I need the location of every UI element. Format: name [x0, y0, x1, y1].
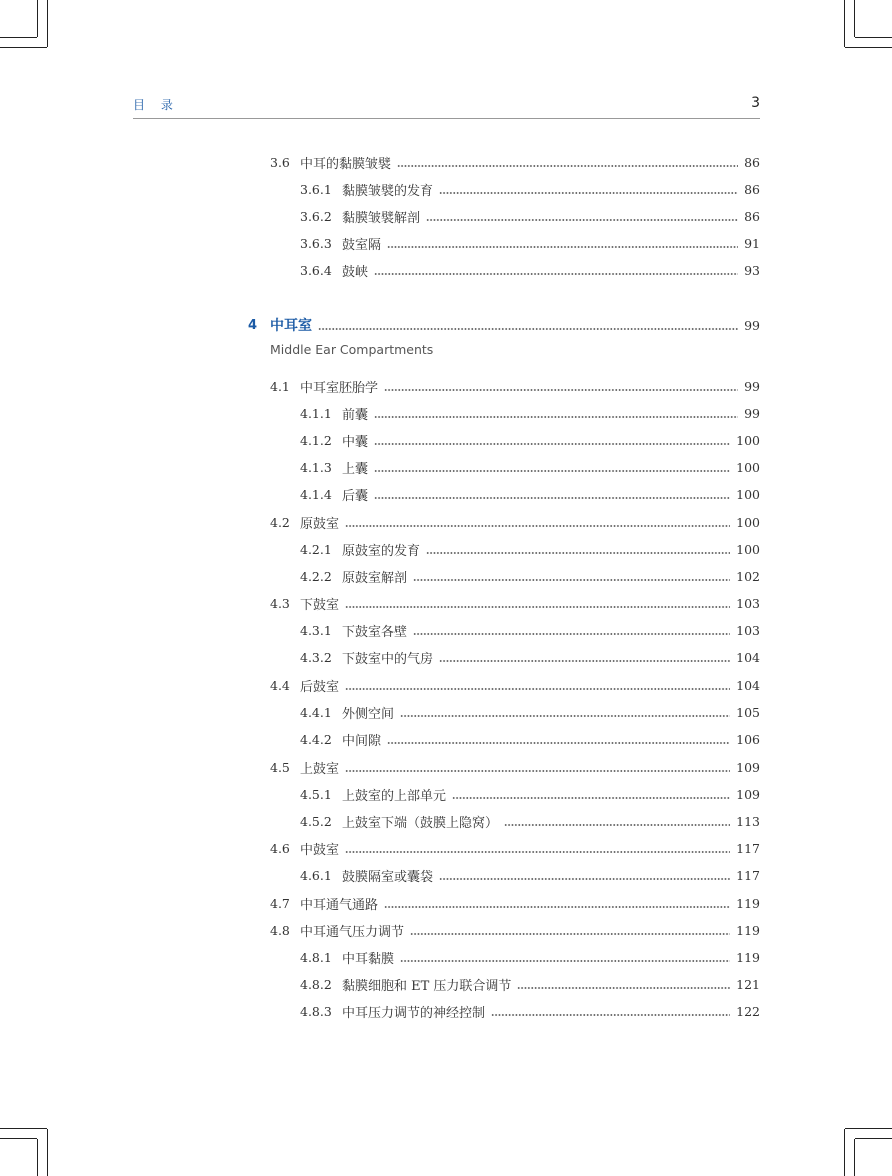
dot-leader — [439, 865, 730, 885]
crop-mark-top-left-h — [0, 47, 47, 48]
toc-entry-title: 后鼓室 — [300, 679, 340, 695]
toc-entry-number: 4.1 — [270, 378, 290, 394]
toc-entry[interactable] — [300, 233, 760, 253]
toc-entry-number: 3.6.1 — [300, 181, 332, 197]
dot-leader — [318, 315, 738, 335]
dot-leader — [504, 811, 730, 831]
dot-leader — [426, 539, 730, 559]
toc-entry-title: 鼓峡 — [342, 264, 369, 280]
toc-entry[interactable] — [300, 947, 760, 967]
dot-leader — [374, 484, 730, 504]
toc-entry-page: 119 — [736, 922, 760, 938]
toc-entry-number: 4.6 — [270, 840, 290, 856]
crop-mark-bottom-right-h — [845, 1128, 892, 1129]
toc-entry[interactable] — [270, 675, 760, 695]
toc-entry-title: 上鼓室 — [300, 761, 340, 777]
toc-entry-number: 4.4 — [270, 677, 290, 693]
dot-leader — [452, 784, 730, 804]
toc-entry-page: 99 — [744, 317, 760, 333]
toc-entry-number: 4.2 — [270, 514, 290, 530]
toc-entry-number: 4.3.1 — [300, 622, 332, 638]
toc-entry-page: 117 — [736, 840, 760, 856]
toc-entry-page: 109 — [736, 786, 760, 802]
toc-entry-number: 4 — [248, 317, 258, 333]
toc-entry[interactable] — [300, 620, 760, 640]
dot-leader — [517, 974, 730, 994]
toc-entry-number: 3.6.2 — [300, 208, 332, 224]
toc-entry-number: 4.1.3 — [300, 459, 332, 475]
toc-entry-number: 4.7 — [270, 895, 290, 911]
toc-entry-title: 下鼓室 — [300, 597, 340, 613]
dot-leader — [345, 757, 730, 777]
toc-entry-title: 中耳黏膜 — [342, 951, 395, 967]
toc-entry-number: 4.8.2 — [300, 976, 332, 992]
toc-entry[interactable] — [300, 430, 760, 450]
toc-entry-title: 外侧空间 — [342, 706, 395, 722]
dot-leader — [374, 457, 730, 477]
toc-entry[interactable] — [270, 893, 760, 913]
toc-entry-page: 103 — [736, 622, 760, 638]
toc-entry[interactable] — [270, 757, 760, 777]
dot-leader — [374, 430, 730, 450]
toc-entry-title: 下鼓室各壁 — [342, 624, 408, 640]
toc-entry[interactable] — [300, 260, 760, 280]
dot-leader — [439, 647, 730, 667]
toc-entry-page: 119 — [736, 895, 760, 911]
toc-entry-title: 鼓室隔 — [342, 237, 382, 253]
toc-entry-title: 鼓膜隔室或囊袋 — [342, 869, 434, 885]
toc-entry[interactable] — [300, 1001, 760, 1021]
toc-entry[interactable] — [300, 179, 760, 199]
toc-entry[interactable] — [270, 920, 760, 940]
toc-entry-number: 4.8.3 — [300, 1003, 332, 1019]
toc-entry-title: 中鼓室 — [300, 842, 340, 858]
dot-leader — [426, 206, 738, 226]
dot-leader — [345, 838, 730, 858]
toc-entry-number: 3.6.4 — [300, 262, 332, 278]
crop-mark-bottom-left-h2 — [0, 1138, 37, 1139]
toc-entry[interactable] — [300, 566, 760, 586]
toc-entry-number: 4.2.1 — [300, 541, 332, 557]
toc-entry-page: 119 — [736, 949, 760, 965]
toc-entry-page: 109 — [736, 759, 760, 775]
toc-entry[interactable] — [300, 539, 760, 559]
header-page-number: 3 — [751, 95, 760, 111]
dot-leader — [491, 1001, 730, 1021]
crop-mark-top-left-v — [47, 0, 48, 47]
toc-entry-number: 4.5.2 — [300, 813, 332, 829]
toc-entry-page: 99 — [744, 405, 760, 421]
dot-leader — [413, 566, 730, 586]
dot-leader — [374, 403, 738, 423]
toc-entry[interactable] — [270, 152, 760, 172]
toc-entry-page: 102 — [736, 568, 760, 584]
toc-entry-page: 100 — [736, 514, 760, 530]
crop-mark-top-right-v2 — [854, 0, 855, 37]
dot-leader — [410, 920, 730, 940]
toc-entry[interactable] — [300, 729, 760, 749]
toc-entry-number: 4.1.1 — [300, 405, 332, 421]
toc-entry-title: 黏膜皱襞解剖 — [342, 210, 421, 226]
dot-leader — [374, 260, 738, 280]
dot-leader — [413, 620, 730, 640]
toc-entry[interactable] — [300, 865, 760, 885]
toc-entry-page: 100 — [736, 486, 760, 502]
toc-entry-page: 104 — [736, 649, 760, 665]
toc-entry-number: 4.1.4 — [300, 486, 332, 502]
toc-entry[interactable] — [300, 974, 760, 994]
toc-entry-page: 106 — [736, 731, 760, 747]
toc-entry-title: 上鼓室的上部单元 — [342, 788, 447, 804]
toc-entry-page: 91 — [744, 235, 760, 251]
toc-entry-page: 122 — [736, 1003, 760, 1019]
toc-entry-page: 103 — [736, 595, 760, 611]
toc-entry[interactable] — [300, 484, 760, 504]
toc-entry-number: 3.6 — [270, 154, 290, 170]
toc-entry-page: 86 — [744, 208, 760, 224]
toc-entry-page: 86 — [744, 181, 760, 197]
toc-entry-title: 下鼓室中的气房 — [342, 651, 434, 667]
crop-mark-bottom-right-h2 — [855, 1138, 892, 1139]
toc-entry[interactable] — [300, 811, 760, 831]
dot-leader — [400, 702, 730, 722]
toc-entry-number: 4.5 — [270, 759, 290, 775]
crop-mark-bottom-left-v2 — [37, 1139, 38, 1176]
toc-entry-title: 黏膜细胞和 ET 压力联合调节 — [342, 978, 512, 994]
toc-entry[interactable] — [300, 403, 760, 423]
crop-mark-bottom-right-v2 — [854, 1139, 855, 1176]
toc-entry-title: 中耳的黏膜皱襞 — [300, 156, 392, 172]
toc-entry-page: 121 — [736, 976, 760, 992]
crop-mark-top-right-h — [845, 47, 892, 48]
toc-entry-title: 黏膜皱襞的发育 — [342, 183, 434, 199]
toc-entry-number: 4.6.1 — [300, 867, 332, 883]
toc-entry-page: 104 — [736, 677, 760, 693]
crop-mark-bottom-left-v — [47, 1129, 48, 1176]
toc-entry-number: 4.8.1 — [300, 949, 332, 965]
toc-entry[interactable] — [270, 593, 760, 613]
chapter-subtitle: Middle Ear Compartments — [270, 342, 434, 357]
crop-mark-top-left-v2 — [37, 0, 38, 37]
toc-entry-title: 中间隙 — [342, 733, 382, 749]
dot-leader — [345, 593, 730, 613]
toc-entry-title: 原鼓室 — [300, 516, 340, 532]
header-label: 目 录 — [133, 98, 179, 112]
dot-leader — [384, 376, 738, 396]
dot-leader — [345, 675, 730, 695]
toc-chapter-entry[interactable] — [248, 315, 760, 335]
toc-entry-page: 99 — [744, 378, 760, 394]
crop-mark-bottom-left-h — [0, 1128, 47, 1129]
toc-entry-title: 上鼓室下端（鼓膜上隐窝） — [342, 815, 499, 831]
toc-entry[interactable] — [270, 838, 760, 858]
dot-leader — [387, 729, 730, 749]
toc-entry-title: 中耳通气通路 — [300, 897, 379, 913]
dot-leader — [400, 947, 730, 967]
toc-entry-page: 100 — [736, 432, 760, 448]
toc-entry-page: 105 — [736, 704, 760, 720]
toc-entry-page: 93 — [744, 262, 760, 278]
toc-entry-title: 中耳室胚胎学 — [300, 380, 379, 396]
dot-leader — [439, 179, 738, 199]
toc-entry-title: 中耳压力调节的神经控制 — [342, 1005, 486, 1021]
toc-entry-number: 4.8 — [270, 922, 290, 938]
toc-entry-title: 中耳室 — [270, 318, 312, 334]
crop-mark-top-right-h2 — [855, 37, 892, 38]
toc-entry-page: 117 — [736, 867, 760, 883]
crop-mark-bottom-right-v — [844, 1129, 845, 1176]
toc-entry-page: 86 — [744, 154, 760, 170]
toc-entry[interactable] — [300, 647, 760, 667]
toc-entry-number: 4.3.2 — [300, 649, 332, 665]
toc-entry-page: 113 — [736, 813, 760, 829]
crop-mark-top-left-h2 — [0, 37, 37, 38]
toc-entry-number: 4.3 — [270, 595, 290, 611]
toc-entry-title: 前囊 — [342, 407, 369, 423]
toc-entry[interactable] — [300, 206, 760, 226]
toc-entry-number: 4.2.2 — [300, 568, 332, 584]
crop-mark-top-right-v — [844, 0, 845, 47]
toc-entry[interactable] — [300, 457, 760, 477]
toc-entry-number: 4.5.1 — [300, 786, 332, 802]
toc-entry[interactable] — [270, 512, 760, 532]
toc-entry-page: 100 — [736, 459, 760, 475]
toc-entry-number: 4.4.1 — [300, 704, 332, 720]
toc-entry-title: 原鼓室解剖 — [342, 570, 408, 586]
toc-entry[interactable] — [300, 702, 760, 722]
toc-entry-number: 4.1.2 — [300, 432, 332, 448]
toc-entry-title: 中耳通气压力调节 — [300, 924, 405, 940]
toc-entry-number: 3.6.3 — [300, 235, 332, 251]
running-header — [133, 96, 760, 119]
toc-entry-number: 4.4.2 — [300, 731, 332, 747]
dot-leader — [397, 152, 738, 172]
toc-entry[interactable] — [300, 784, 760, 804]
toc-entry-page: 100 — [736, 541, 760, 557]
toc-entry-title: 原鼓室的发育 — [342, 543, 421, 559]
dot-leader — [345, 512, 730, 532]
toc-entry-title: 上囊 — [342, 461, 369, 477]
toc-entry[interactable] — [270, 376, 760, 396]
dot-leader — [384, 893, 730, 913]
dot-leader — [387, 233, 738, 253]
toc-entry-title: 中囊 — [342, 434, 369, 450]
toc-entry-title: 后囊 — [342, 488, 369, 504]
